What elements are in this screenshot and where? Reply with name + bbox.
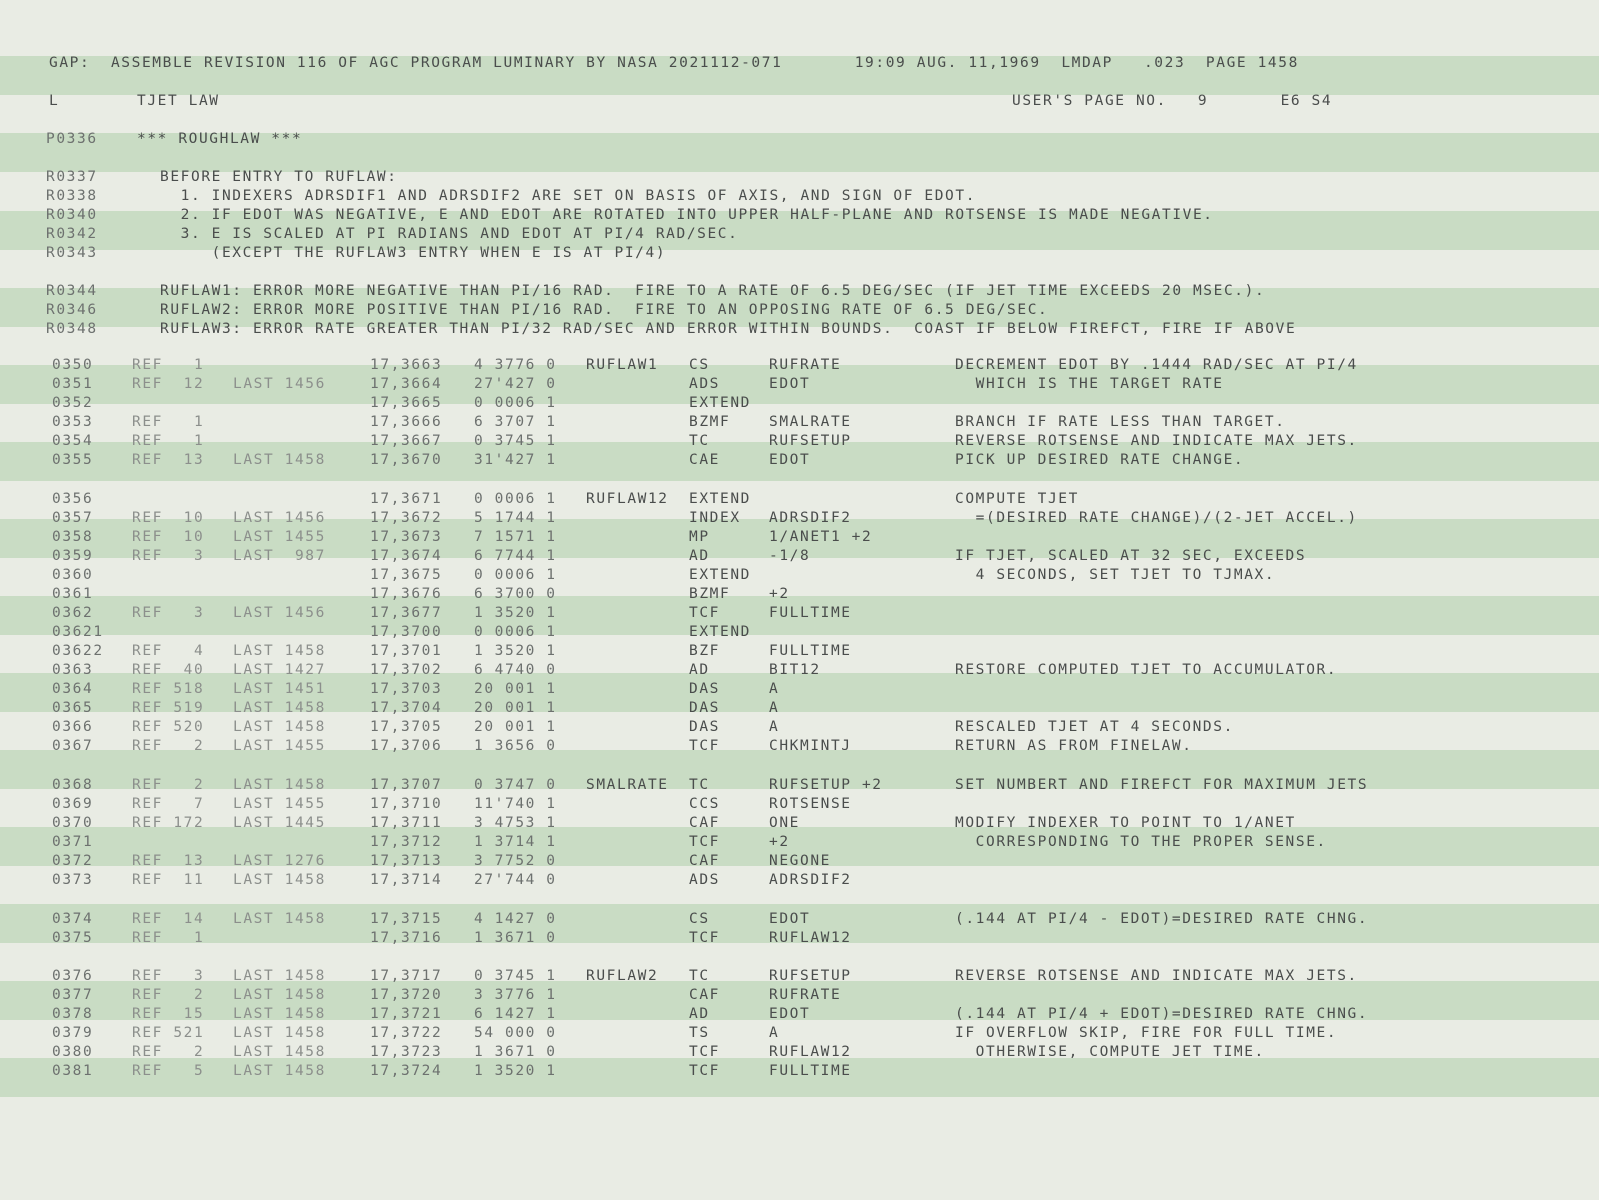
ref-count: REF 1 (132, 414, 205, 430)
octal-word: 27'744 0 (474, 872, 557, 888)
opcode: ADS (689, 376, 720, 392)
ref-count: REF 172 (132, 815, 205, 831)
code-comment: SET NUMBERT AND FIREFCT FOR MAXIMUM JETS (955, 777, 1369, 793)
operand: ONE (769, 815, 800, 831)
line-number: 0360 (52, 567, 94, 583)
last-ref: LAST 1458 (233, 1063, 326, 1079)
octal-word: 54 000 0 (474, 1025, 557, 1041)
comment-text: BEFORE ENTRY TO RUFLAW: (160, 169, 398, 185)
line-number: 0375 (52, 930, 94, 946)
address: 17,3710 (370, 796, 443, 812)
octal-word: 6 4740 0 (474, 662, 557, 678)
code-comment: (.144 AT PI/4 + EDOT)=DESIRED RATE CHNG. (955, 1006, 1369, 1022)
address: 17,3701 (370, 643, 443, 659)
last-ref: LAST 987 (233, 548, 326, 564)
last-ref: LAST 1276 (233, 853, 326, 869)
comment-text: 2. IF EDOT WAS NEGATIVE, E AND EDOT ARE ROTATED INTO UPPER HALF-PLANE AND ROTSENSE IS MADE NEGATIVE. (160, 207, 1214, 223)
line-number: 0351 (52, 376, 94, 392)
address: 17,3704 (370, 700, 443, 716)
opcode: TC (689, 433, 710, 449)
address: 17,3716 (370, 930, 443, 946)
ref-count: REF 5 (132, 1063, 205, 1079)
address: 17,3671 (370, 491, 443, 507)
line-number: R0337 (46, 169, 98, 185)
comment-text: RUFLAW2: ERROR MORE POSITIVE THAN PI/16 RAD. FIRE TO AN OPPOSING RATE OF 6.5 DEG/SEC. (160, 302, 1049, 318)
operand: NEGONE (769, 853, 831, 869)
address: 17,3665 (370, 395, 443, 411)
operand: ROTSENSE (769, 796, 852, 812)
address: 17,3670 (370, 452, 443, 468)
line-number: 0376 (52, 968, 94, 984)
octal-word: 1 3520 1 (474, 643, 557, 659)
print-header: GAP: ASSEMBLE REVISION 116 OF AGC PROGRAM LUMINARY BY NASA 2021112-071 19:09 AUG. 11,1969 LMDAP .023 PAGE 1458 (49, 55, 1299, 71)
operand: EDOT (769, 911, 811, 927)
opcode: AD (689, 548, 710, 564)
ref-count: REF 11 (132, 872, 205, 888)
octal-word: 20 001 1 (474, 719, 557, 735)
opcode: EXTEND (689, 395, 751, 411)
operand: A (769, 719, 780, 735)
operand: RUFLAW12 (769, 1044, 852, 1060)
ref-count: REF 3 (132, 605, 205, 621)
operand: RUFSETUP (769, 433, 852, 449)
code-comment: (.144 AT PI/4 - EDOT)=DESIRED RATE CHNG. (955, 911, 1369, 927)
ref-count: REF 3 (132, 968, 205, 984)
line-number: R0348 (46, 321, 98, 337)
opcode: BZMF (689, 586, 731, 602)
section-title: TJET LAW (137, 93, 220, 109)
address: 17,3720 (370, 987, 443, 1003)
ref-count: REF 10 (132, 529, 205, 545)
octal-word: 20 001 1 (474, 681, 557, 697)
code-comment: COMPUTE TJET (955, 491, 1079, 507)
line-number: 0359 (52, 548, 94, 564)
line-number: 0369 (52, 796, 94, 812)
opcode: AD (689, 1006, 710, 1022)
opcode: ADS (689, 872, 720, 888)
last-ref: LAST 1455 (233, 738, 326, 754)
ref-count: REF 1 (132, 930, 205, 946)
address: 17,3676 (370, 586, 443, 602)
address: 17,3717 (370, 968, 443, 984)
address: 17,3700 (370, 624, 443, 640)
octal-word: 4 3776 0 (474, 357, 557, 373)
octal-word: 1 3520 1 (474, 605, 557, 621)
ref-count: REF 3 (132, 548, 205, 564)
ref-count: REF 13 (132, 853, 205, 869)
ref-count: REF 2 (132, 738, 205, 754)
octal-word: 3 7752 0 (474, 853, 557, 869)
last-ref: LAST 1458 (233, 1006, 326, 1022)
address: 17,3707 (370, 777, 443, 793)
last-ref: LAST 1455 (233, 796, 326, 812)
comment-text: (EXCEPT THE RUFLAW3 ENTRY WHEN E IS AT PI/4) (160, 245, 667, 261)
line-number: 0357 (52, 510, 94, 526)
octal-word: 20 001 1 (474, 700, 557, 716)
opcode: CAE (689, 452, 720, 468)
line-number: 0362 (52, 605, 94, 621)
line-number: 0353 (52, 414, 94, 430)
octal-word: 0 3745 1 (474, 433, 557, 449)
operand: CHKMINTJ (769, 738, 852, 754)
address: 17,3722 (370, 1025, 443, 1041)
line-number: 0371 (52, 834, 94, 850)
octal-word: 0 3745 1 (474, 968, 557, 984)
last-ref: LAST 1458 (233, 719, 326, 735)
address: 17,3706 (370, 738, 443, 754)
opcode: TC (689, 968, 710, 984)
code-comment: DECREMENT EDOT BY .1444 RAD/SEC AT PI/4 (955, 357, 1358, 373)
line-number: 0381 (52, 1063, 94, 1079)
ref-count: REF 1 (132, 357, 205, 373)
opcode: INDEX (689, 510, 741, 526)
line-number: 0368 (52, 777, 94, 793)
address: 17,3674 (370, 548, 443, 564)
line-number: 0370 (52, 815, 94, 831)
octal-word: 0 3747 0 (474, 777, 557, 793)
ref-count: REF 2 (132, 777, 205, 793)
line-number: R0342 (46, 226, 98, 242)
octal-word: 4 1427 0 (474, 911, 557, 927)
last-ref: LAST 1458 (233, 452, 326, 468)
octal-word: 0 0006 1 (474, 624, 557, 640)
ref-count: REF 4 (132, 643, 205, 659)
opcode: EXTEND (689, 567, 751, 583)
label: RUFLAW1 (586, 357, 659, 373)
line-number: 03621 (52, 624, 104, 640)
line-number: 0355 (52, 452, 94, 468)
ref-count: REF 520 (132, 719, 205, 735)
line-number: 0380 (52, 1044, 94, 1060)
octal-word: 1 3671 0 (474, 1044, 557, 1060)
operand: A (769, 1025, 780, 1041)
operand: +2 (769, 834, 790, 850)
label: RUFLAW2 (586, 968, 659, 984)
operand: 1/ANET1 +2 (769, 529, 873, 545)
octal-word: 1 3714 1 (474, 834, 557, 850)
address: 17,3663 (370, 357, 443, 373)
opcode: TCF (689, 1044, 720, 1060)
code-comment: CORRESPONDING TO THE PROPER SENSE. (955, 834, 1327, 850)
opcode: BZF (689, 643, 720, 659)
opcode: DAS (689, 700, 720, 716)
line-number: R0343 (46, 245, 98, 261)
operand: BIT12 (769, 662, 821, 678)
ref-count: REF 40 (132, 662, 205, 678)
line-number: 0378 (52, 1006, 94, 1022)
opcode: AD (689, 662, 710, 678)
last-ref: LAST 1445 (233, 815, 326, 831)
address: 17,3721 (370, 1006, 443, 1022)
last-ref: LAST 1456 (233, 510, 326, 526)
ref-count: REF 12 (132, 376, 205, 392)
operand: RUFSETUP (769, 968, 852, 984)
opcode: CCS (689, 796, 720, 812)
line-number: 0364 (52, 681, 94, 697)
operand: ADRSDIF2 (769, 510, 852, 526)
code-comment: BRANCH IF RATE LESS THAN TARGET. (955, 414, 1286, 430)
opcode: EXTEND (689, 491, 751, 507)
line-number: 0356 (52, 491, 94, 507)
operand: FULLTIME (769, 605, 852, 621)
line-number: R0338 (46, 188, 98, 204)
octal-word: 31'427 1 (474, 452, 557, 468)
octal-word: 0 0006 1 (474, 567, 557, 583)
ref-count: REF 2 (132, 987, 205, 1003)
address: 17,3705 (370, 719, 443, 735)
ref-count: REF 14 (132, 911, 205, 927)
opcode: TS (689, 1025, 710, 1041)
line-number: 0373 (52, 872, 94, 888)
address: 17,3675 (370, 567, 443, 583)
ref-count: REF 519 (132, 700, 205, 716)
address: 17,3667 (370, 433, 443, 449)
last-ref: LAST 1455 (233, 529, 326, 545)
opcode: DAS (689, 719, 720, 735)
line-number: R0340 (46, 207, 98, 223)
address: 17,3723 (370, 1044, 443, 1060)
code-comment: WHICH IS THE TARGET RATE (955, 376, 1224, 392)
opcode: TCF (689, 1063, 720, 1079)
last-ref: LAST 1458 (233, 872, 326, 888)
ref-count: REF 518 (132, 681, 205, 697)
operand: EDOT (769, 452, 811, 468)
octal-word: 1 3656 0 (474, 738, 557, 754)
line-number: P0336 (46, 131, 98, 147)
address: 17,3664 (370, 376, 443, 392)
octal-word: 0 0006 1 (474, 395, 557, 411)
operand: RUFSETUP +2 (769, 777, 883, 793)
code-comment: MODIFY INDEXER TO POINT TO 1/ANET (955, 815, 1296, 831)
operand: FULLTIME (769, 1063, 852, 1079)
last-ref: LAST 1458 (233, 968, 326, 984)
code-comment: REVERSE ROTSENSE AND INDICATE MAX JETS. (955, 968, 1358, 984)
last-ref: LAST 1458 (233, 911, 326, 927)
ref-count: REF 10 (132, 510, 205, 526)
octal-word: 6 3700 0 (474, 586, 557, 602)
opcode: TCF (689, 605, 720, 621)
opcode: CS (689, 911, 710, 927)
code-comment: PICK UP DESIRED RATE CHANGE. (955, 452, 1245, 468)
opcode: TCF (689, 930, 720, 946)
operand: EDOT (769, 376, 811, 392)
line-number: 0352 (52, 395, 94, 411)
opcode: TCF (689, 738, 720, 754)
last-ref: LAST 1451 (233, 681, 326, 697)
operand: SMALRATE (769, 414, 852, 430)
octal-word: 7 1571 1 (474, 529, 557, 545)
address: 17,3713 (370, 853, 443, 869)
operand: -1/8 (769, 548, 811, 564)
line-number: 0354 (52, 433, 94, 449)
line-number: 03622 (52, 643, 104, 659)
label: RUFLAW12 (586, 491, 669, 507)
last-ref: LAST 1458 (233, 700, 326, 716)
octal-word: 3 3776 1 (474, 987, 557, 1003)
line-number: 0350 (52, 357, 94, 373)
last-ref: LAST 1456 (233, 605, 326, 621)
octal-word: 3 4753 1 (474, 815, 557, 831)
code-comment: IF TJET, SCALED AT 32 SEC, EXCEEDS (955, 548, 1307, 564)
line-number: 0366 (52, 719, 94, 735)
octal-word: 27'427 0 (474, 376, 557, 392)
operand: RUFLAW12 (769, 930, 852, 946)
comment-text: 1. INDEXERS ADRSDIF1 AND ADRSDIF2 ARE SET ON BASIS OF AXIS, AND SIGN OF EDOT. (160, 188, 977, 204)
octal-word: 1 3671 0 (474, 930, 557, 946)
code-comment: =(DESIRED RATE CHANGE)/(2-JET ACCEL.) (955, 510, 1358, 526)
address: 17,3677 (370, 605, 443, 621)
opcode: CS (689, 357, 710, 373)
code-comment: OTHERWISE, COMPUTE JET TIME. (955, 1044, 1265, 1060)
opcode: BZMF (689, 414, 731, 430)
opcode: CAF (689, 853, 720, 869)
opcode: CAF (689, 815, 720, 831)
opcode: TC (689, 777, 710, 793)
label: SMALRATE (586, 777, 669, 793)
ref-count: REF 1 (132, 433, 205, 449)
code-comment: 4 SECONDS, SET TJET TO TJMAX. (955, 567, 1276, 583)
line-number: 0374 (52, 911, 94, 927)
ref-count: REF 13 (132, 452, 205, 468)
address: 17,3672 (370, 510, 443, 526)
octal-word: 0 0006 1 (474, 491, 557, 507)
ref-count: REF 2 (132, 1044, 205, 1060)
code-comment: IF OVERFLOW SKIP, FIRE FOR FULL TIME. (955, 1025, 1338, 1041)
line-number: 0367 (52, 738, 94, 754)
line-number: 0358 (52, 529, 94, 545)
line-number: 0365 (52, 700, 94, 716)
ref-count: REF 15 (132, 1006, 205, 1022)
code-comment: RESTORE COMPUTED TJET TO ACCUMULATOR. (955, 662, 1338, 678)
comment-text: 3. E IS SCALED AT PI RADIANS AND EDOT AT PI/4 RAD/SEC. (160, 226, 739, 242)
line-number: 0377 (52, 987, 94, 1003)
operand: ADRSDIF2 (769, 872, 852, 888)
operand: A (769, 700, 780, 716)
line-number: 0363 (52, 662, 94, 678)
address: 17,3724 (370, 1063, 443, 1079)
line-number: 0372 (52, 853, 94, 869)
ref-count: REF 7 (132, 796, 205, 812)
last-ref: LAST 1427 (233, 662, 326, 678)
operand: FULLTIME (769, 643, 852, 659)
octal-word: 11'740 1 (474, 796, 557, 812)
last-ref: LAST 1456 (233, 376, 326, 392)
comment-text: RUFLAW1: ERROR MORE NEGATIVE THAN PI/16 RAD. FIRE TO A RATE OF 6.5 DEG/SEC (IF JET TIME EXCEEDS 20 MSEC.). (160, 283, 1266, 299)
line-number: 0379 (52, 1025, 94, 1041)
users-page-number: USER'S PAGE NO. 9 E6 S4 (1012, 93, 1333, 109)
opcode: TCF (689, 834, 720, 850)
opcode: CAF (689, 987, 720, 1003)
address: 17,3712 (370, 834, 443, 850)
octal-word: 1 3520 1 (474, 1063, 557, 1079)
code-comment: REVERSE ROTSENSE AND INDICATE MAX JETS. (955, 433, 1358, 449)
last-ref: LAST 1458 (233, 777, 326, 793)
comment-text: *** ROUGHLAW *** (137, 131, 303, 147)
operand: A (769, 681, 780, 697)
operand: RUFRATE (769, 357, 842, 373)
line-number: 0361 (52, 586, 94, 602)
operand: +2 (769, 586, 790, 602)
comment-text: RUFLAW3: ERROR RATE GREATER THAN PI/32 RAD/SEC AND ERROR WITHIN BOUNDS. COAST IF BELOW FIREFCT, FIRE IF ABOVE (160, 321, 1297, 337)
address: 17,3666 (370, 414, 443, 430)
operand: RUFRATE (769, 987, 842, 1003)
opcode: EXTEND (689, 624, 751, 640)
address: 17,3702 (370, 662, 443, 678)
operand: EDOT (769, 1006, 811, 1022)
octal-word: 6 3707 1 (474, 414, 557, 430)
section-mark: L (49, 93, 60, 109)
line-number: R0346 (46, 302, 98, 318)
address: 17,3714 (370, 872, 443, 888)
last-ref: LAST 1458 (233, 1025, 326, 1041)
last-ref: LAST 1458 (233, 1044, 326, 1060)
opcode: DAS (689, 681, 720, 697)
line-number: R0344 (46, 283, 98, 299)
octal-word: 5 1744 1 (474, 510, 557, 526)
ref-count: REF 521 (132, 1025, 205, 1041)
address: 17,3715 (370, 911, 443, 927)
octal-word: 6 1427 1 (474, 1006, 557, 1022)
address: 17,3673 (370, 529, 443, 545)
address: 17,3711 (370, 815, 443, 831)
octal-word: 6 7744 1 (474, 548, 557, 564)
code-comment: RESCALED TJET AT 4 SECONDS. (955, 719, 1234, 735)
last-ref: LAST 1458 (233, 987, 326, 1003)
last-ref: LAST 1458 (233, 643, 326, 659)
address: 17,3703 (370, 681, 443, 697)
opcode: MP (689, 529, 710, 545)
code-comment: RETURN AS FROM FINELAW. (955, 738, 1193, 754)
